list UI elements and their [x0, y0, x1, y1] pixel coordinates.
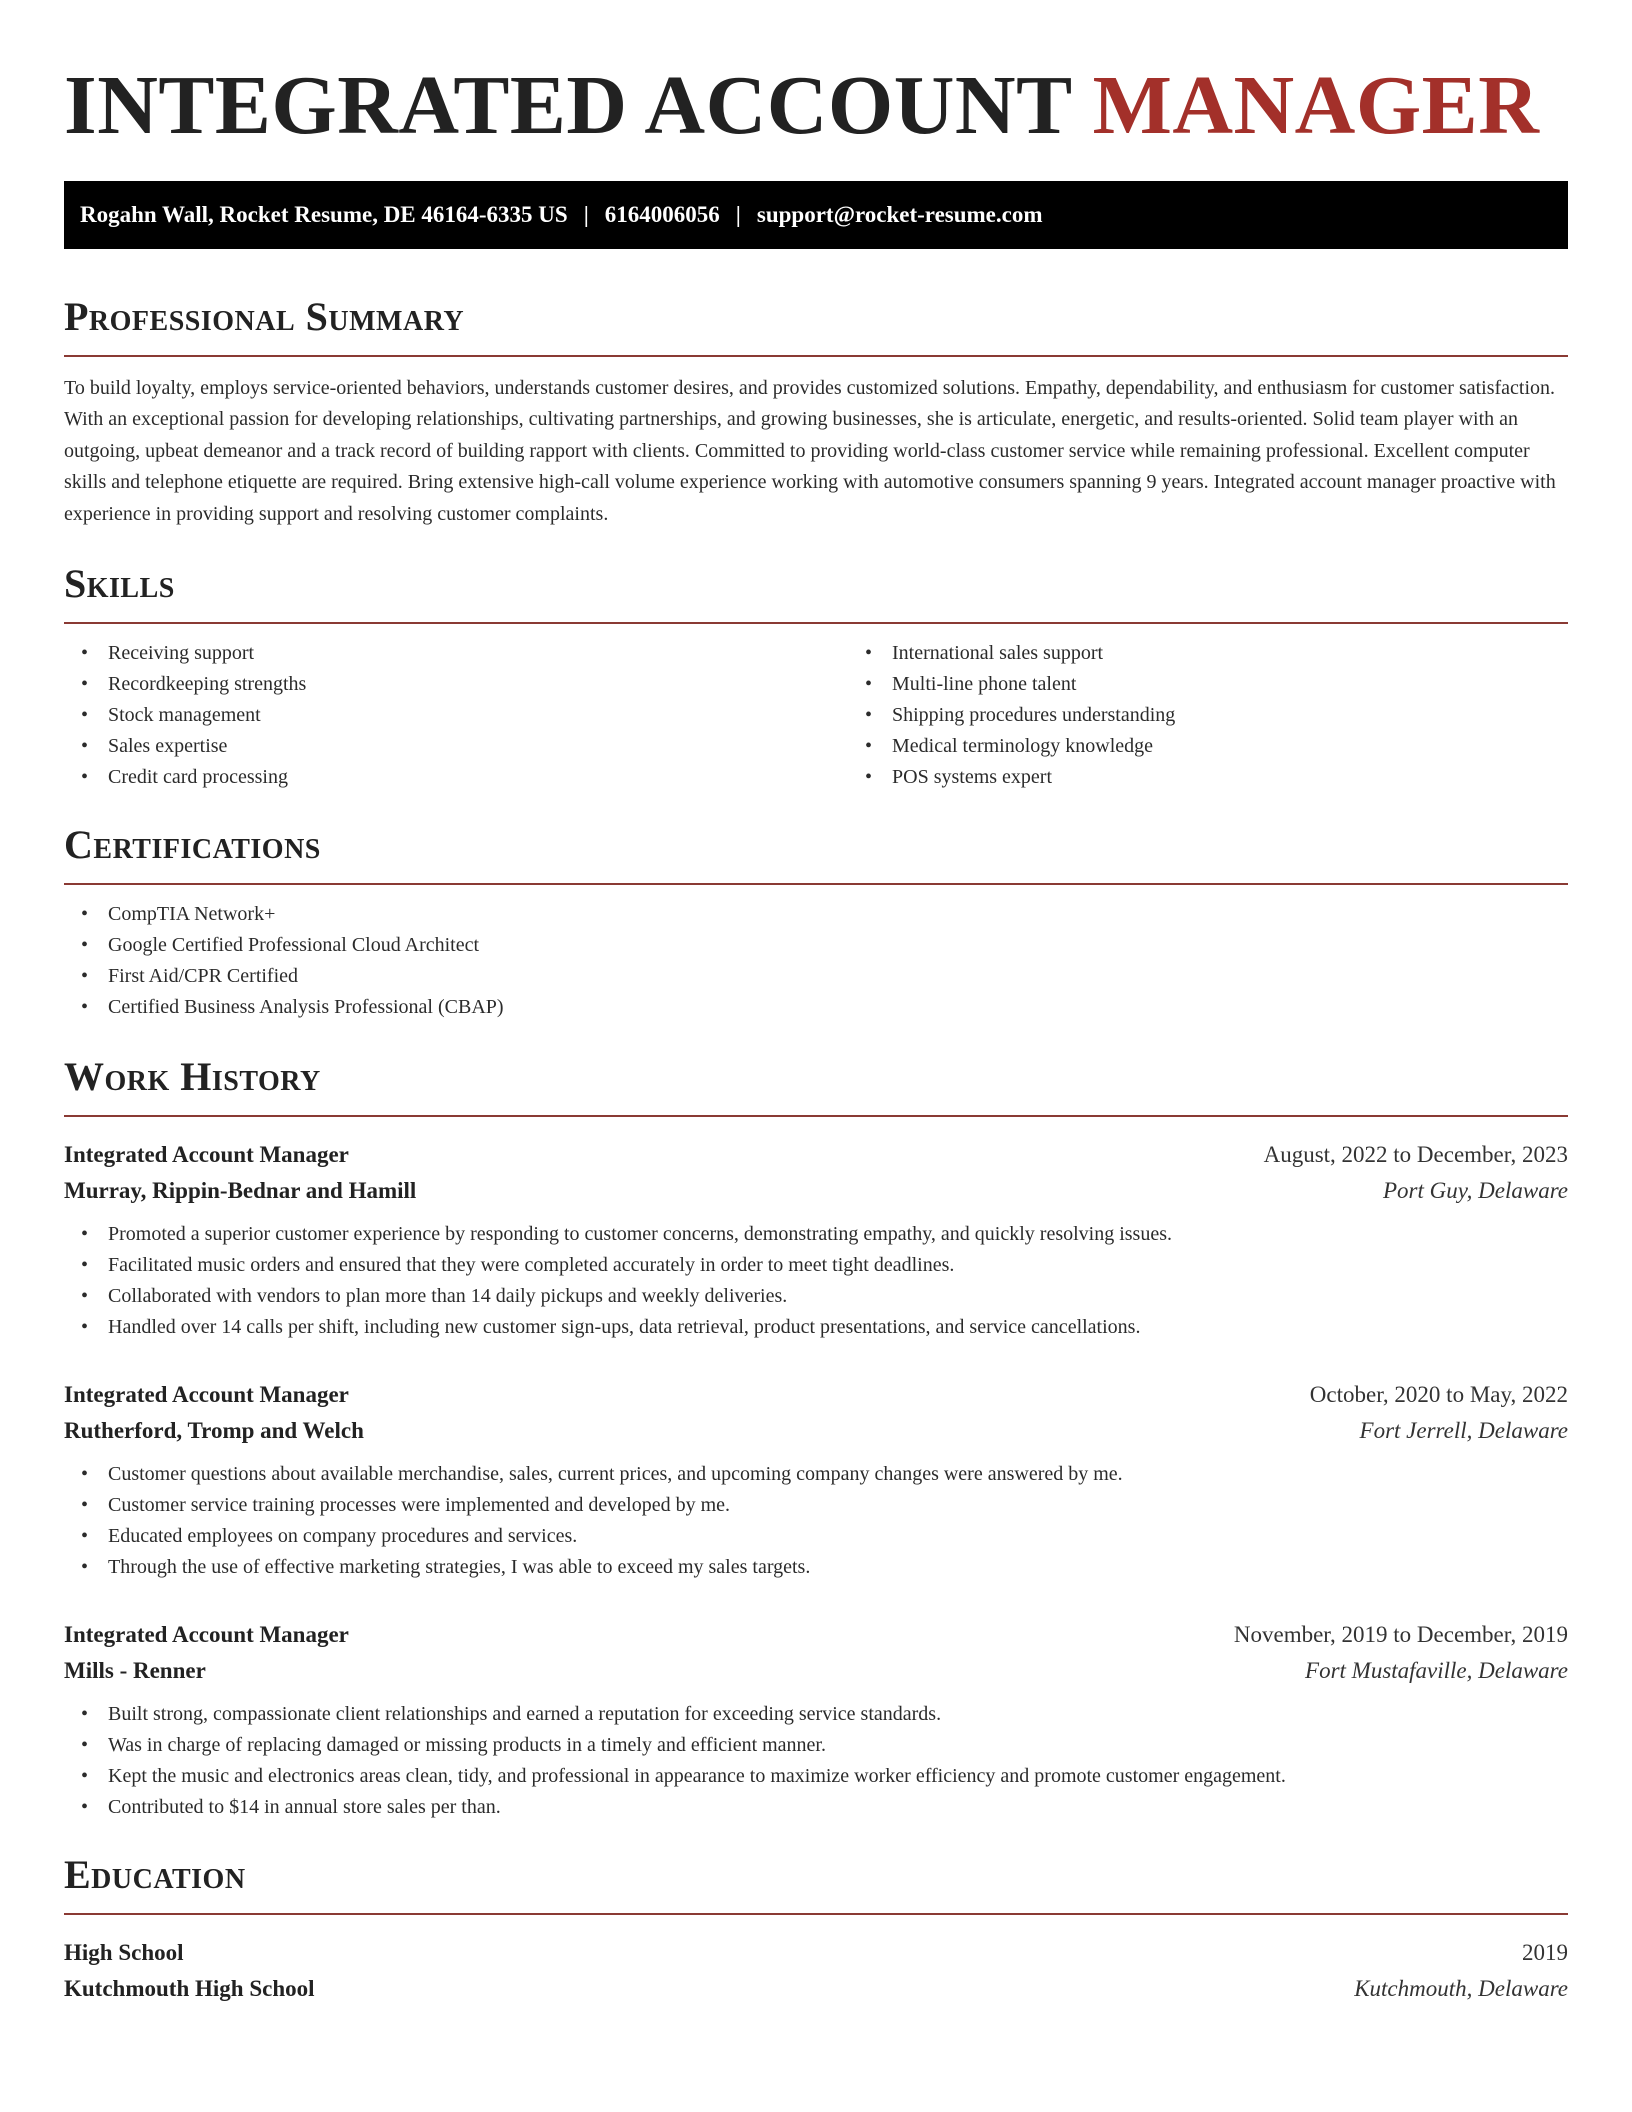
section-heading: Work History — [64, 1054, 321, 1100]
education-degree: High School — [64, 1940, 184, 1966]
job-title-row — [64, 1137, 1568, 1173]
job-company: Rutherford, Tromp and Welch — [64, 1418, 364, 1444]
job-bullet: • Contributed to $14 in annual store sales per than. — [108, 1792, 1568, 1823]
skills-section — [64, 560, 1568, 793]
job-company-row — [64, 1653, 1568, 1689]
job-title: Integrated Account Manager — [64, 1382, 349, 1408]
summary-section — [64, 293, 1568, 531]
section-heading: Certifications — [64, 822, 321, 868]
job-bullet: • Kept the music and electronics areas clean, tidy, and professional in appearance to maximize worker efficiency and promote customer engagement. — [108, 1761, 1568, 1792]
skill-item: • Multi-line phone talent — [892, 669, 1568, 700]
education-school: Kutchmouth High School — [64, 1976, 315, 2002]
work-history-section — [64, 1053, 1568, 1823]
contact-email[interactable]: support@rocket-resume.com — [756, 201, 1043, 227]
education-entry — [64, 1935, 1568, 2007]
certification-item: • CompTIA Network+ — [108, 899, 1568, 930]
job-entry — [64, 1377, 1568, 1583]
summary-text: To build loyalty, employs service-oriented behaviors, understands customer desires, and provides customized solutions. Empathy, dependability, and enthusiasm for customer satisfaction. With an exceptional passion for developing relationships, cultivating partnerships, and growing businesses, she is articulate, energetic, and results-oriented. Solid team player with an outgoing, upbeat demeanor and a track record of building rapport with clients. Committed to providing world-class customer service while remaining professional. Excellent computer skills and telephone etiquette are required. Bring extensive high-call volume experience working with automotive consumers spanning 9 years. Integrated account manager proactive with experience in providing support and resolving customer complaints. — [64, 376, 1556, 525]
job-title-row — [64, 1617, 1568, 1653]
education-school-row — [64, 1971, 1568, 2007]
job-location: Port Guy, Delaware — [1382, 1178, 1568, 1204]
job-bullet: • Promoted a superior customer experience by responding to customer concerns, demonstrating empathy, and quickly resolving issues. — [108, 1219, 1568, 1250]
job-bullet: • Facilitated music orders and ensured that they were completed accurately in order to meet tight deadlines. — [108, 1250, 1568, 1281]
job-bullets — [64, 1699, 1568, 1823]
skill-item: • Credit card processing — [108, 762, 848, 793]
job-company-row — [64, 1173, 1568, 1209]
skill-item: • Stock management — [108, 700, 848, 731]
job-entry — [64, 1617, 1568, 1823]
job-title: Integrated Account Manager — [64, 1622, 349, 1648]
certification-item: • Google Certified Professional Cloud Architect — [108, 930, 1568, 961]
certifications-section — [64, 821, 1568, 1023]
job-dates: October, 2020 to May, 2022 — [1309, 1382, 1568, 1408]
certification-item: • Certified Business Analysis Professional (CBAP) — [108, 992, 1568, 1023]
job-bullet: • Customer questions about available merchandise, sales, current prices, and upcoming company changes were answered by me. — [108, 1459, 1568, 1490]
skill-item: • Medical terminology knowledge — [892, 731, 1568, 762]
skill-item: • Sales expertise — [108, 731, 848, 762]
contact-phone[interactable]: 6164006056 — [604, 201, 720, 227]
job-bullets — [64, 1459, 1568, 1583]
education-location: Kutchmouth, Delaware — [1354, 1976, 1568, 2002]
title-main: INTEGRATED ACCOUNT — [64, 59, 1093, 152]
section-heading: Skills — [64, 561, 175, 607]
certification-item: • First Aid/CPR Certified — [108, 961, 1568, 992]
education-section — [64, 1851, 1568, 2007]
education-degree-row — [64, 1935, 1568, 1971]
skills-list-right — [848, 638, 1568, 793]
job-dates: November, 2019 to December, 2019 — [1233, 1622, 1568, 1648]
section-heading: Professional Summary — [64, 293, 465, 339]
section-heading: Education — [64, 1852, 246, 1898]
contact-separator: | — [735, 201, 741, 227]
section-divider — [64, 1115, 1568, 1117]
skill-item: • Receiving support — [108, 638, 848, 669]
certifications-list — [64, 899, 1568, 1023]
section-divider — [64, 1913, 1568, 1915]
skills-list-left — [64, 638, 848, 793]
job-bullet: • Handled over 14 calls per shift, including new customer sign-ups, data retrieval, product presentations, and service cancellations. — [108, 1312, 1568, 1343]
job-bullet: • Educated employees on company procedures and services. — [108, 1521, 1568, 1552]
section-divider — [64, 355, 1568, 357]
job-bullet: • Through the use of effective marketing strategies, I was able to exceed my sales targets. — [108, 1552, 1568, 1583]
skill-item: • Shipping procedures understanding — [892, 700, 1568, 731]
job-bullet: • Collaborated with vendors to plan more than 14 daily pickups and weekly deliveries. — [108, 1281, 1568, 1312]
title-accent: MANAGER — [1092, 59, 1540, 152]
education-year: 2019 — [1522, 1940, 1568, 1966]
contact-separator: | — [583, 201, 589, 227]
contact-bar — [64, 181, 1568, 249]
section-divider — [64, 622, 1568, 624]
job-entry — [64, 1137, 1568, 1343]
job-company-row — [64, 1413, 1568, 1449]
job-dates: August, 2022 to December, 2023 — [1263, 1142, 1568, 1168]
skill-item: • International sales support — [892, 638, 1568, 669]
job-bullet: • Was in charge of replacing damaged or missing products in a timely and efficient manner. — [108, 1730, 1568, 1761]
skill-item: • Recordkeeping strengths — [108, 669, 848, 700]
section-divider — [64, 883, 1568, 885]
job-location: Fort Mustafaville, Delaware — [1305, 1658, 1568, 1684]
job-bullets — [64, 1219, 1568, 1343]
job-bullet: • Built strong, compassionate client relationships and earned a reputation for exceeding service standards. — [108, 1699, 1568, 1730]
job-title: Integrated Account Manager — [64, 1142, 349, 1168]
skill-item: • POS systems expert — [892, 762, 1568, 793]
job-bullet: • Customer service training processes were implemented and developed by me. — [108, 1490, 1568, 1521]
job-company: Murray, Rippin-Bednar and Hamill — [64, 1178, 417, 1204]
job-company: Mills - Renner — [64, 1658, 206, 1684]
job-location: Fort Jerrell, Delaware — [1359, 1418, 1568, 1444]
contact-address: Rogahn Wall, Rocket Resume, DE 46164-6335 US — [80, 201, 568, 227]
skills-grid — [64, 638, 1568, 793]
job-title-row — [64, 1377, 1568, 1413]
resume-title — [64, 0, 1568, 157]
